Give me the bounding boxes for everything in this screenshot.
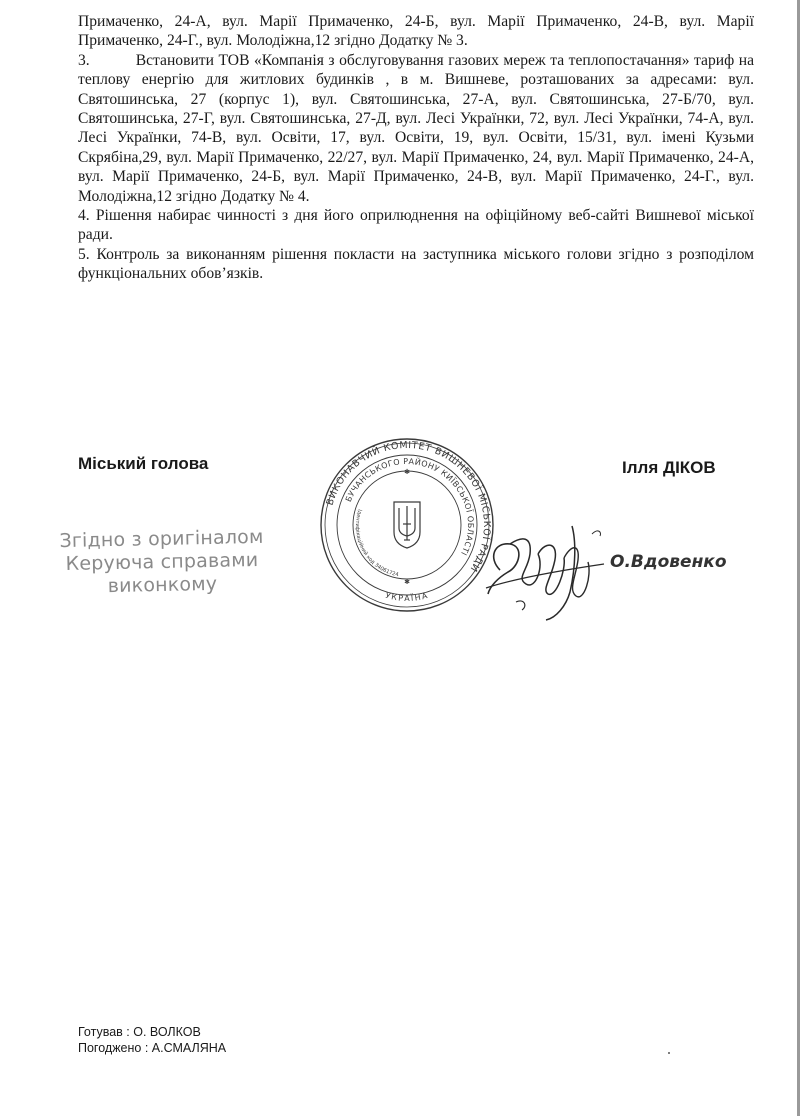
paragraph-3-number: 3. <box>78 51 90 69</box>
official-seal <box>318 436 496 614</box>
continuation-paragraph: Примаченко, 24-А, вул. Марії Примаченко, 24-Б, вул. Марії Примаченко, 24-В, вул. Марії Примаченко, 24-Г., вул. Молодіжна,12 згідно Додатку № 3. <box>78 13 754 50</box>
seal-outer-text: ВИКОНАВЧИЙ КОМІТЕТ ВИШНЕВОЇ МІСЬКОЇ РАДИ <box>324 439 493 574</box>
copy-certification-stamp <box>51 526 272 600</box>
handwritten-signature <box>480 506 610 624</box>
seal-bottom-text: УКРАЇНА <box>384 590 430 604</box>
prepared-by: Готував : О. ВОЛКОВ <box>78 1025 201 1039</box>
certifier-name: О.Вдовенко <box>610 552 727 572</box>
mayor-name: Ілля ДІКОВ <box>622 458 716 477</box>
agreed-by: Погоджено : А.СМАЛЯНА <box>78 1041 227 1055</box>
trident-emblem-icon <box>394 502 420 548</box>
svg-text:✱: ✱ <box>404 578 410 586</box>
document-footer <box>78 1024 226 1056</box>
svg-text:✱: ✱ <box>404 468 410 476</box>
copy-stamp-line-1: Згідно з оригіналом <box>59 525 264 553</box>
seal-inner-text: БУЧАНСЬКОГО РАЙОНУ КИЇВСЬКОЇ ОБЛАСТІ <box>343 456 476 557</box>
seal-code-text: Ідентифікаційний код 34061724 <box>353 508 400 579</box>
paragraph-4: 4. Рішення набирає чинності з дня його оприлюднення на офіційному веб-сайті Вишневої міської ради. <box>78 207 754 244</box>
paragraph-3 <box>78 51 754 206</box>
copy-stamp-line-2: Керуюча справами <box>65 548 259 576</box>
copy-stamp-line-3: виконкому <box>107 572 218 598</box>
paragraph-3-text: Встановити ТОВ «Компанія з обслуговування газових мереж та теплопостачання» тариф на теплову енергію для житлових будинків , в м. Вишневе, розташованих за адресами: вул. Святошинська, 27 (корпус 1), вул. Святошинська, 27-А, вул. Святошинська, 27-Б/70, вул. Святошинська, 27-Г, вул. Святошинська, 27-Д, вул. Лесі Українки, 72, вул. Лесі Українки, 74-А, вул. Лесі Українки, 74-В, вул. Освіти, 17, вул. Освіти, 19, вул. Освіти, 15/31, вул. імені Кузьми Скрябіна,29, вул. Марії Примаченко, 22/27, вул. Марії Примаченко, 24, вул. Марії Примаченко, 24-А, вул. Марії Примаченко, 24-Б, вул. Марії Примаченко, 24-В, вул. Марії Примаченко, 24-Г., вул. Молодіжна,12 згідно Додатку № 4. <box>78 51 754 205</box>
paragraph-5: 5. Контроль за виконанням рішення покласти на заступника міського голови згідно з розподілом функціональних обов’язків. <box>78 245 754 283</box>
mayor-position-label: Міський голова <box>78 454 209 473</box>
document-body <box>78 12 754 284</box>
scan-speck <box>668 1052 670 1054</box>
